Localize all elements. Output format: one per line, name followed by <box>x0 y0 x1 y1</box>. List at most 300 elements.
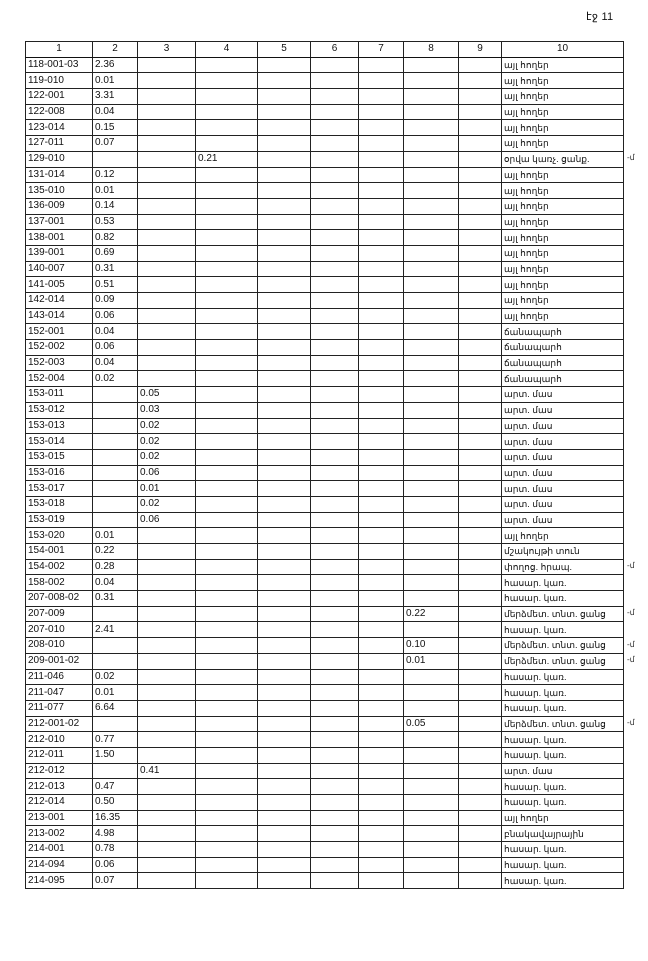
cell-area-col-2: 0.04 <box>93 104 138 120</box>
cell-area-col-7 <box>359 465 404 481</box>
cell-area-col-4: 0.21 <box>196 151 258 167</box>
cell-area-col-3 <box>138 795 196 811</box>
cell-area-col-4 <box>196 653 258 669</box>
table-row <box>26 214 624 230</box>
cell-area-col-8 <box>404 700 459 716</box>
cell-area-col-4 <box>196 261 258 277</box>
cell-area-col-9 <box>459 340 502 356</box>
cell-area-col-2: 0.07 <box>93 136 138 152</box>
cell-area-col-7 <box>359 873 404 889</box>
cell-land-type: արտ. մաս <box>502 434 624 450</box>
cell-area-col-5 <box>258 167 311 183</box>
cell-area-col-7 <box>359 230 404 246</box>
cell-parcel-code: 127-011 <box>26 136 93 152</box>
cell-area-col-4 <box>196 387 258 403</box>
header-col-10: 10 <box>502 42 624 58</box>
cell-area-col-3 <box>138 716 196 732</box>
page-number-label: էջ 11 <box>586 11 614 23</box>
cell-area-col-7 <box>359 591 404 607</box>
cell-area-col-6 <box>311 826 359 842</box>
cell-area-col-2: 6.64 <box>93 700 138 716</box>
cell-area-col-8 <box>404 89 459 105</box>
cell-area-col-5 <box>258 826 311 842</box>
cell-parcel-code: 141-005 <box>26 277 93 293</box>
cell-area-col-7 <box>359 575 404 591</box>
cell-area-col-5 <box>258 747 311 763</box>
cell-area-col-6 <box>311 481 359 497</box>
cell-area-col-3 <box>138 230 196 246</box>
cell-area-col-6 <box>311 340 359 356</box>
cell-area-col-6 <box>311 57 359 73</box>
cell-area-col-7 <box>359 669 404 685</box>
cell-area-col-8 <box>404 73 459 89</box>
cell-land-type: հասար. կառ. <box>502 685 624 701</box>
cell-area-col-8 <box>404 340 459 356</box>
table-row <box>26 732 624 748</box>
cell-area-col-3 <box>138 277 196 293</box>
cell-area-col-7 <box>359 387 404 403</box>
cell-area-col-8 <box>404 826 459 842</box>
cell-parcel-code: 153-014 <box>26 434 93 450</box>
cell-area-col-4 <box>196 559 258 575</box>
cell-area-col-4 <box>196 89 258 105</box>
cell-area-col-8 <box>404 747 459 763</box>
cell-area-col-4 <box>196 669 258 685</box>
table-row <box>26 653 624 669</box>
table-row <box>26 230 624 246</box>
cell-area-col-7 <box>359 73 404 89</box>
cell-parcel-code: 208-010 <box>26 638 93 654</box>
cell-area-col-4 <box>196 167 258 183</box>
cell-area-col-6 <box>311 324 359 340</box>
cell-area-col-4 <box>196 198 258 214</box>
cell-area-col-8: 0.05 <box>404 716 459 732</box>
header-col-7: 7 <box>359 42 404 58</box>
cell-area-col-5 <box>258 340 311 356</box>
cell-area-col-7 <box>359 308 404 324</box>
cell-area-col-2 <box>93 496 138 512</box>
cell-area-col-5 <box>258 716 311 732</box>
cell-area-col-9 <box>459 575 502 591</box>
cell-area-col-4 <box>196 496 258 512</box>
cell-parcel-code: 129-010 <box>26 151 93 167</box>
cell-parcel-code: 152-002 <box>26 340 93 356</box>
table-row <box>26 104 624 120</box>
cell-parcel-code: 140-007 <box>26 261 93 277</box>
cell-area-col-7 <box>359 89 404 105</box>
cell-area-col-6 <box>311 857 359 873</box>
table-row <box>26 120 624 136</box>
cell-land-type: ճանապարհ <box>502 371 624 387</box>
cell-parcel-code: 119-010 <box>26 73 93 89</box>
cell-area-col-2: 2.36 <box>93 57 138 73</box>
cell-land-type: հասար. կառ. <box>502 873 624 889</box>
cell-area-col-6 <box>311 245 359 261</box>
cell-area-col-3 <box>138 104 196 120</box>
cell-area-col-6 <box>311 544 359 560</box>
cell-area-col-4 <box>196 434 258 450</box>
cell-parcel-code: 212-013 <box>26 779 93 795</box>
cell-parcel-code: 135-010 <box>26 183 93 199</box>
cell-area-col-7 <box>359 418 404 434</box>
cell-area-col-3 <box>138 826 196 842</box>
cell-area-col-8 <box>404 355 459 371</box>
cell-parcel-code: 154-001 <box>26 544 93 560</box>
cell-area-col-8 <box>404 465 459 481</box>
cell-area-col-5 <box>258 653 311 669</box>
cell-area-col-9 <box>459 685 502 701</box>
cell-area-col-7 <box>359 857 404 873</box>
cell-area-col-3 <box>138 198 196 214</box>
cell-area-col-3 <box>138 371 196 387</box>
table-row <box>26 324 624 340</box>
cell-land-type: այլ հողեր <box>502 261 624 277</box>
cell-land-type: հասար. կառ. <box>502 857 624 873</box>
cell-area-col-2: 0.22 <box>93 544 138 560</box>
cell-area-col-3 <box>138 842 196 858</box>
table-row <box>26 198 624 214</box>
cell-area-col-4 <box>196 575 258 591</box>
cell-area-col-2 <box>93 512 138 528</box>
cell-area-col-8 <box>404 387 459 403</box>
cell-area-col-7 <box>359 402 404 418</box>
cell-area-col-3 <box>138 89 196 105</box>
cell-area-col-5 <box>258 481 311 497</box>
cell-parcel-code: 212-012 <box>26 763 93 779</box>
cell-land-type: հասար. կառ. <box>502 575 624 591</box>
cell-area-col-3: 0.05 <box>138 387 196 403</box>
cell-area-col-6 <box>311 512 359 528</box>
cell-land-type: հասար. կառ. <box>502 747 624 763</box>
cell-area-col-3 <box>138 340 196 356</box>
cell-area-col-8 <box>404 104 459 120</box>
cell-area-col-9 <box>459 638 502 654</box>
cell-area-col-3 <box>138 261 196 277</box>
cell-area-col-4 <box>196 308 258 324</box>
cell-land-type: հասար. կառ. <box>502 700 624 716</box>
cell-parcel-code: 212-011 <box>26 747 93 763</box>
cell-area-col-6 <box>311 104 359 120</box>
cell-area-col-2 <box>93 465 138 481</box>
cell-area-col-4 <box>196 606 258 622</box>
cell-area-col-4 <box>196 214 258 230</box>
cell-area-col-9 <box>459 700 502 716</box>
cell-area-col-5 <box>258 779 311 795</box>
cell-area-col-4 <box>196 795 258 811</box>
cell-area-col-5 <box>258 559 311 575</box>
table-row <box>26 167 624 183</box>
cell-area-col-8 <box>404 120 459 136</box>
cell-area-col-3 <box>138 638 196 654</box>
cell-area-col-4 <box>196 324 258 340</box>
cell-land-type: արտ. մաս <box>502 465 624 481</box>
cell-area-col-9 <box>459 434 502 450</box>
cell-area-col-3: 0.02 <box>138 449 196 465</box>
cell-area-col-6 <box>311 810 359 826</box>
cell-area-col-7 <box>359 779 404 795</box>
table-row <box>26 308 624 324</box>
cell-parcel-code: 122-001 <box>26 89 93 105</box>
cell-parcel-code: 214-094 <box>26 857 93 873</box>
cell-area-col-6 <box>311 591 359 607</box>
cell-area-col-9 <box>459 73 502 89</box>
cell-area-col-2: 0.28 <box>93 559 138 575</box>
cell-area-col-5 <box>258 496 311 512</box>
cell-area-col-5 <box>258 857 311 873</box>
cell-parcel-code: 131-014 <box>26 167 93 183</box>
cell-area-col-2: 0.01 <box>93 528 138 544</box>
cell-area-col-9 <box>459 230 502 246</box>
cell-area-col-3: 0.06 <box>138 512 196 528</box>
cell-area-col-9 <box>459 198 502 214</box>
cell-area-col-3 <box>138 873 196 889</box>
cell-area-col-9 <box>459 606 502 622</box>
cell-area-col-3 <box>138 293 196 309</box>
cell-area-col-8 <box>404 512 459 528</box>
cell-area-col-8 <box>404 779 459 795</box>
table-row <box>26 873 624 889</box>
cell-area-col-4 <box>196 230 258 246</box>
cell-area-col-4 <box>196 544 258 560</box>
cell-land-type: մշակույթի տուն <box>502 544 624 560</box>
cell-area-col-8 <box>404 402 459 418</box>
cell-area-col-5 <box>258 606 311 622</box>
table-row <box>26 73 624 89</box>
cell-area-col-9 <box>459 779 502 795</box>
cell-area-col-9 <box>459 355 502 371</box>
cell-area-col-7 <box>359 104 404 120</box>
cell-area-col-6 <box>311 465 359 481</box>
cell-area-col-9 <box>459 559 502 575</box>
cell-parcel-code: 211-046 <box>26 669 93 685</box>
header-col-9: 9 <box>459 42 502 58</box>
cell-area-col-3 <box>138 151 196 167</box>
table-row <box>26 512 624 528</box>
cell-area-col-9 <box>459 151 502 167</box>
cell-area-col-6 <box>311 622 359 638</box>
cell-area-col-9 <box>459 732 502 748</box>
cell-area-col-5 <box>258 73 311 89</box>
cell-area-col-7 <box>359 700 404 716</box>
cell-area-col-7 <box>359 653 404 669</box>
cell-area-col-5 <box>258 575 311 591</box>
cell-area-col-6 <box>311 449 359 465</box>
cell-area-col-2: 0.09 <box>93 293 138 309</box>
cell-land-type: այլ հողեր <box>502 528 624 544</box>
cell-area-col-2: 0.01 <box>93 685 138 701</box>
cell-area-col-2: 0.02 <box>93 371 138 387</box>
cell-area-col-3 <box>138 245 196 261</box>
cell-land-type: այլ հողեր <box>502 57 624 73</box>
cell-area-col-3 <box>138 622 196 638</box>
header-col-1: 1 <box>26 42 93 58</box>
cell-area-col-5 <box>258 120 311 136</box>
cell-area-col-7 <box>359 842 404 858</box>
table-row <box>26 528 624 544</box>
cell-area-col-2 <box>93 481 138 497</box>
cell-parcel-code: 152-004 <box>26 371 93 387</box>
cell-area-col-5 <box>258 245 311 261</box>
cell-parcel-code: 158-002 <box>26 575 93 591</box>
cell-area-col-8 <box>404 245 459 261</box>
cell-parcel-code: 154-002 <box>26 559 93 575</box>
cell-area-col-8 <box>404 167 459 183</box>
cell-area-col-2: 0.31 <box>93 591 138 607</box>
cell-parcel-code: 211-047 <box>26 685 93 701</box>
cell-area-col-5 <box>258 198 311 214</box>
cell-area-col-9 <box>459 481 502 497</box>
cell-area-col-2: 0.47 <box>93 779 138 795</box>
cell-area-col-5 <box>258 622 311 638</box>
cell-area-col-3 <box>138 120 196 136</box>
cell-area-col-4 <box>196 355 258 371</box>
cell-area-col-6 <box>311 73 359 89</box>
cell-area-col-7 <box>359 496 404 512</box>
table-row <box>26 810 624 826</box>
cell-area-col-2: 0.04 <box>93 355 138 371</box>
cell-area-col-7 <box>359 167 404 183</box>
cell-area-col-5 <box>258 151 311 167</box>
cell-area-col-5 <box>258 261 311 277</box>
cell-area-col-6 <box>311 261 359 277</box>
cell-area-col-2: 0.02 <box>93 669 138 685</box>
cell-area-col-9 <box>459 465 502 481</box>
cell-parcel-code: 153-013 <box>26 418 93 434</box>
cell-area-col-6 <box>311 418 359 434</box>
cell-area-col-7 <box>359 355 404 371</box>
cell-area-col-5 <box>258 465 311 481</box>
cell-area-col-9 <box>459 795 502 811</box>
cell-area-col-4 <box>196 810 258 826</box>
cell-area-col-7 <box>359 371 404 387</box>
cell-parcel-code: 207-010 <box>26 622 93 638</box>
cell-area-col-4 <box>196 183 258 199</box>
cell-parcel-code: 142-014 <box>26 293 93 309</box>
cell-land-type: ճանապարհ <box>502 355 624 371</box>
cell-area-col-4 <box>196 732 258 748</box>
cell-area-col-4 <box>196 136 258 152</box>
cell-area-col-8 <box>404 449 459 465</box>
cell-area-col-5 <box>258 795 311 811</box>
cell-area-col-3 <box>138 167 196 183</box>
table-row <box>26 544 624 560</box>
cell-area-col-9 <box>459 89 502 105</box>
cell-area-col-7 <box>359 151 404 167</box>
table-row <box>26 700 624 716</box>
cell-land-type: հասար. կառ. <box>502 669 624 685</box>
cell-area-col-2: 0.53 <box>93 214 138 230</box>
cell-area-col-3 <box>138 136 196 152</box>
cell-area-col-4 <box>196 293 258 309</box>
cell-area-col-6 <box>311 716 359 732</box>
cell-land-type: այլ հողեր <box>502 89 624 105</box>
cell-area-col-9 <box>459 418 502 434</box>
cell-area-col-8 <box>404 544 459 560</box>
cell-area-col-3 <box>138 559 196 575</box>
cell-area-col-2: 0.06 <box>93 308 138 324</box>
cell-land-type: հասար. կառ. <box>502 779 624 795</box>
cell-parcel-code: 207-009 <box>26 606 93 622</box>
table-row <box>26 481 624 497</box>
cell-area-col-7 <box>359 245 404 261</box>
cell-area-col-2 <box>93 402 138 418</box>
cell-area-col-2 <box>93 151 138 167</box>
cell-land-type: այլ հողեր <box>502 136 624 152</box>
cell-area-col-5 <box>258 308 311 324</box>
cell-area-col-8 <box>404 795 459 811</box>
cell-area-col-6 <box>311 763 359 779</box>
cell-area-col-5 <box>258 418 311 434</box>
cell-area-col-5 <box>258 324 311 340</box>
table-row <box>26 716 624 732</box>
table-row <box>26 277 624 293</box>
cell-area-col-4 <box>196 622 258 638</box>
cell-area-col-6 <box>311 606 359 622</box>
header-col-6: 6 <box>311 42 359 58</box>
cell-area-col-6 <box>311 293 359 309</box>
cell-parcel-code: 153-017 <box>26 481 93 497</box>
cell-area-col-5 <box>258 293 311 309</box>
cell-area-col-4 <box>196 747 258 763</box>
cell-area-col-9 <box>459 544 502 560</box>
cell-area-col-2: 3.31 <box>93 89 138 105</box>
table-row <box>26 622 624 638</box>
cell-area-col-3 <box>138 308 196 324</box>
cell-area-col-6 <box>311 842 359 858</box>
cell-area-col-4 <box>196 700 258 716</box>
cell-area-col-2: 0.82 <box>93 230 138 246</box>
table-row <box>26 418 624 434</box>
cell-area-col-9 <box>459 387 502 403</box>
cell-area-col-8 <box>404 669 459 685</box>
cell-area-col-6 <box>311 198 359 214</box>
cell-area-col-4 <box>196 481 258 497</box>
cell-land-type: հասար. կառ. <box>502 795 624 811</box>
cell-land-type: այլ հողեր <box>502 73 624 89</box>
cell-area-col-7 <box>359 198 404 214</box>
cell-area-col-3 <box>138 214 196 230</box>
cell-land-type: ճանապարհ <box>502 324 624 340</box>
cell-parcel-code: 153-018 <box>26 496 93 512</box>
cell-parcel-code: 153-011 <box>26 387 93 403</box>
table-body <box>26 57 624 888</box>
cell-area-col-8 <box>404 873 459 889</box>
cell-area-col-8 <box>404 685 459 701</box>
header-col-2: 2 <box>93 42 138 58</box>
cell-area-col-9 <box>459 371 502 387</box>
cell-land-type: մերձմետ. տնտ. ցանց <box>502 653 624 669</box>
cell-area-col-2: 0.01 <box>93 183 138 199</box>
cell-area-col-7 <box>359 57 404 73</box>
cell-area-col-6 <box>311 528 359 544</box>
cell-area-col-3 <box>138 544 196 560</box>
cell-land-type: հասար. կառ. <box>502 591 624 607</box>
margin-mark: -մ <box>627 608 635 618</box>
cell-area-col-6 <box>311 214 359 230</box>
cell-land-type: արտ. մաս <box>502 402 624 418</box>
table-row <box>26 747 624 763</box>
cell-land-type: մերձմետ. տնտ. ցանց <box>502 606 624 622</box>
cell-area-col-7 <box>359 528 404 544</box>
cell-area-col-8 <box>404 183 459 199</box>
cell-area-col-6 <box>311 151 359 167</box>
cell-area-col-4 <box>196 402 258 418</box>
cell-area-col-9 <box>459 293 502 309</box>
cell-area-col-4 <box>196 638 258 654</box>
cell-area-col-5 <box>258 449 311 465</box>
cell-area-col-7 <box>359 559 404 575</box>
header-col-8: 8 <box>404 42 459 58</box>
